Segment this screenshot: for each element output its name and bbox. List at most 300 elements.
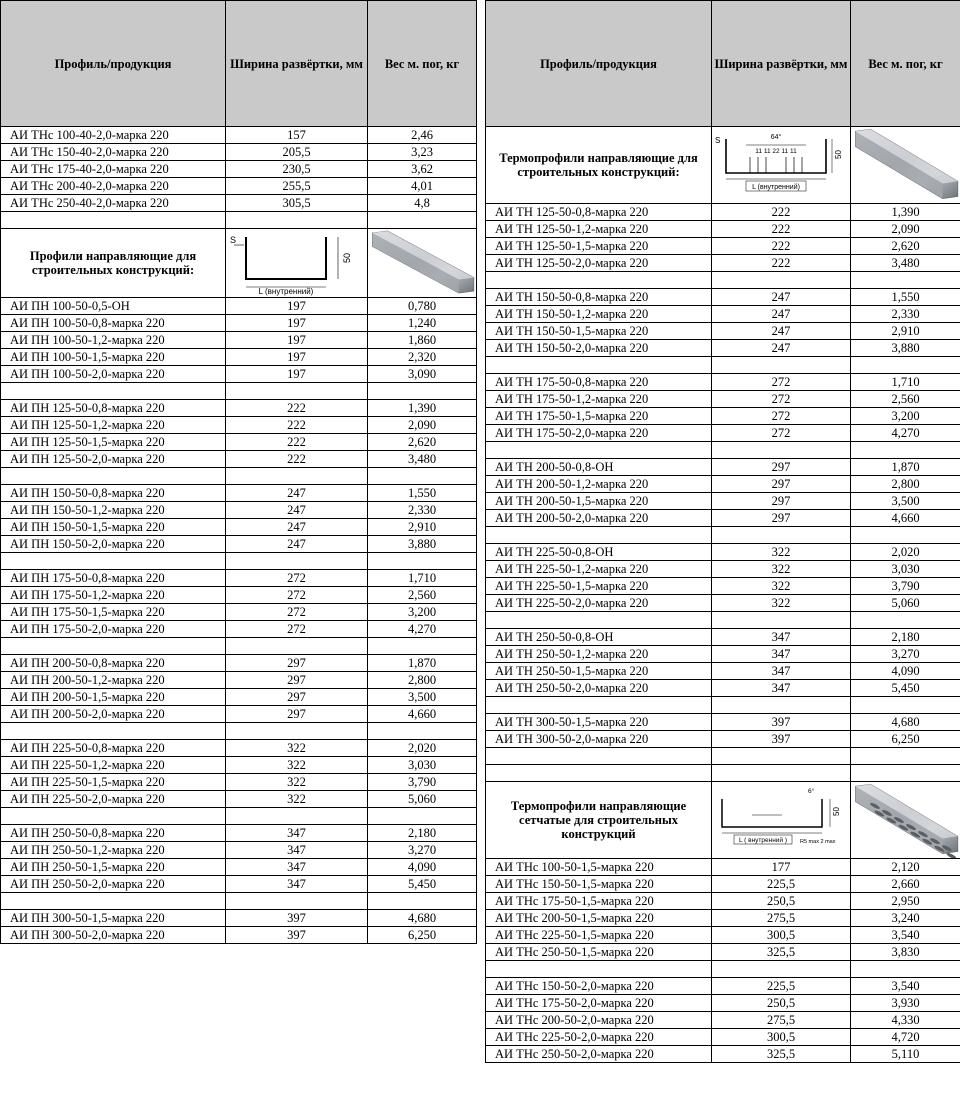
- right-header-row: [486, 1, 960, 127]
- profile-diagram: [712, 127, 851, 204]
- unfold-width: 157: [226, 127, 368, 144]
- empty-cell: [368, 723, 477, 740]
- weight-per-meter: 2,46: [368, 127, 477, 144]
- unfold-width: 247: [712, 289, 851, 306]
- product-name: АИ ТН 150-50-2,0-марка 220: [486, 340, 712, 357]
- table-row: [1, 349, 477, 366]
- unfold-width: 322: [712, 544, 851, 561]
- weight-per-meter: 2,330: [851, 306, 960, 323]
- product-name: АИ ПН 200-50-1,2-марка 220: [1, 672, 226, 689]
- weight-per-meter: 1,390: [368, 400, 477, 417]
- weight-per-meter: 1,860: [368, 332, 477, 349]
- table-row: [1, 570, 477, 587]
- right-table-body: [486, 127, 960, 1063]
- weight-per-meter: 4,680: [368, 910, 477, 927]
- product-name: АИ ТН 175-50-2,0-марка 220: [486, 425, 712, 442]
- unfold-width: 322: [226, 774, 368, 791]
- profile-photo: [368, 229, 477, 298]
- product-name: АИ ТНс 100-50-1,5-марка 220: [486, 859, 712, 876]
- unfold-width: 197: [226, 349, 368, 366]
- table-row: [1, 859, 477, 876]
- empty-cell: [226, 383, 368, 400]
- empty-cell: [851, 272, 960, 289]
- spacer-row: [1, 808, 477, 825]
- product-name: АИ ПН 100-50-2,0-марка 220: [1, 366, 226, 383]
- table-row: [486, 459, 960, 476]
- empty-cell: [1, 638, 226, 655]
- svg-text:L (внутренний): L (внутренний): [258, 287, 314, 296]
- unfold-width: 397: [226, 927, 368, 944]
- table-row: [1, 825, 477, 842]
- unfold-width: 300,5: [712, 927, 851, 944]
- unfold-width: 347: [226, 842, 368, 859]
- weight-per-meter: 4,8: [368, 195, 477, 212]
- table-row: [1, 127, 477, 144]
- empty-cell: [1, 383, 226, 400]
- profile-diagram: [226, 229, 368, 298]
- header-width: Ширина развёртки, мм: [226, 1, 368, 127]
- empty-cell: [486, 612, 712, 629]
- table-row: [1, 502, 477, 519]
- unfold-width: 347: [226, 876, 368, 893]
- unfold-width: 347: [712, 680, 851, 697]
- table-row: [486, 255, 960, 272]
- weight-per-meter: 2,910: [851, 323, 960, 340]
- weight-per-meter: 1,870: [851, 459, 960, 476]
- product-name: АИ ТН 250-50-0,8-ОН: [486, 629, 712, 646]
- weight-per-meter: 4,270: [368, 621, 477, 638]
- svg-text:L ( внутренний ): L ( внутренний ): [738, 837, 788, 844]
- unfold-width: 250,5: [712, 893, 851, 910]
- spacer-row: [486, 697, 960, 714]
- weight-per-meter: 2,800: [368, 672, 477, 689]
- weight-per-meter: 2,090: [851, 221, 960, 238]
- weight-per-meter: 3,880: [368, 536, 477, 553]
- svg-text:11 11 22 11 11: 11 11 22 11 11: [755, 148, 797, 155]
- weight-per-meter: 3,480: [368, 451, 477, 468]
- product-name: АИ ПН 100-50-1,2-марка 220: [1, 332, 226, 349]
- table-row: [486, 595, 960, 612]
- empty-cell: [226, 723, 368, 740]
- weight-per-meter: 3,500: [368, 689, 477, 706]
- product-name: АИ ТНс 250-40-2,0-марка 220: [1, 195, 226, 212]
- weight-per-meter: 2,330: [368, 502, 477, 519]
- unfold-width: 322: [712, 561, 851, 578]
- left-table-body: [1, 127, 477, 944]
- product-name: АИ ТН 125-50-1,5-марка 220: [486, 238, 712, 255]
- table-row: [486, 340, 960, 357]
- svg-text:50: 50: [342, 252, 352, 263]
- empty-cell: [1, 212, 226, 229]
- unfold-width: 197: [226, 315, 368, 332]
- product-name: АИ ТН 200-50-1,2-марка 220: [486, 476, 712, 493]
- left-header-row: [1, 1, 477, 127]
- unfold-width: 347: [226, 825, 368, 842]
- spacer-row: [1, 638, 477, 655]
- spacer-row: [486, 527, 960, 544]
- product-name: АИ ТНс 100-40-2,0-марка 220: [1, 127, 226, 144]
- product-name: АИ ТНс 150-50-1,5-марка 220: [486, 876, 712, 893]
- spacer-row: [486, 442, 960, 459]
- unfold-width: 272: [226, 604, 368, 621]
- unfold-width: 222: [226, 451, 368, 468]
- table-row: [486, 978, 960, 995]
- table-row: [486, 876, 960, 893]
- unfold-width: 347: [712, 646, 851, 663]
- empty-cell: [712, 272, 851, 289]
- table-row: [486, 493, 960, 510]
- empty-cell: [851, 527, 960, 544]
- table-row: [1, 298, 477, 315]
- product-name: АИ ПН 225-50-2,0-марка 220: [1, 791, 226, 808]
- table-row: [486, 944, 960, 961]
- product-name: АИ ПН 225-50-0,8-марка 220: [1, 740, 226, 757]
- profile-diagram: [712, 782, 851, 859]
- product-name: АИ ТН 125-50-2,0-марка 220: [486, 255, 712, 272]
- unfold-width: 297: [712, 459, 851, 476]
- table-row: [486, 1029, 960, 1046]
- unfold-width: 247: [226, 536, 368, 553]
- table-row: [1, 689, 477, 706]
- table-row: [486, 893, 960, 910]
- product-name: АИ ПН 250-50-1,5-марка 220: [1, 859, 226, 876]
- empty-cell: [712, 765, 851, 782]
- product-name: АИ ТН 250-50-1,2-марка 220: [486, 646, 712, 663]
- svg-text:S: S: [230, 235, 237, 245]
- product-name: АИ ПН 100-50-0,8-марка 220: [1, 315, 226, 332]
- unfold-width: 275,5: [712, 1012, 851, 1029]
- table-row: [486, 561, 960, 578]
- table-row: [1, 178, 477, 195]
- product-name: АИ ТН 150-50-1,2-марка 220: [486, 306, 712, 323]
- weight-per-meter: 4,660: [851, 510, 960, 527]
- unfold-width: 222: [226, 434, 368, 451]
- table-row: [486, 859, 960, 876]
- table-row: [486, 289, 960, 306]
- table-row: [1, 434, 477, 451]
- empty-cell: [368, 638, 477, 655]
- weight-per-meter: 1,550: [368, 485, 477, 502]
- product-name: АИ ТН 225-50-1,5-марка 220: [486, 578, 712, 595]
- unfold-width: 247: [712, 340, 851, 357]
- unfold-width: 225,5: [712, 876, 851, 893]
- weight-per-meter: 5,110: [851, 1046, 960, 1063]
- table-row: [486, 910, 960, 927]
- table-row: [486, 408, 960, 425]
- weight-per-meter: 1,390: [851, 204, 960, 221]
- unfold-width: 297: [226, 655, 368, 672]
- table-row: [486, 425, 960, 442]
- weight-per-meter: 2,090: [368, 417, 477, 434]
- weight-per-meter: 2,620: [368, 434, 477, 451]
- table-row: [1, 842, 477, 859]
- product-name: АИ ПН 125-50-2,0-марка 220: [1, 451, 226, 468]
- weight-per-meter: 2,020: [368, 740, 477, 757]
- product-name: АИ ТНс 250-50-1,5-марка 220: [486, 944, 712, 961]
- spacer-row: [1, 553, 477, 570]
- table-row: [486, 995, 960, 1012]
- weight-per-meter: 3,090: [368, 366, 477, 383]
- unfold-width: 247: [226, 519, 368, 536]
- svg-text:R5 max 2 max: R5 max 2 max: [800, 839, 836, 845]
- product-name: АИ ПН 125-50-0,8-марка 220: [1, 400, 226, 417]
- weight-per-meter: 3,030: [368, 757, 477, 774]
- product-name: АИ ТН 200-50-0,8-ОН: [486, 459, 712, 476]
- empty-cell: [226, 212, 368, 229]
- table-row: [1, 740, 477, 757]
- empty-cell: [368, 383, 477, 400]
- product-name: АИ ПН 175-50-0,8-марка 220: [1, 570, 226, 587]
- weight-per-meter: 2,180: [368, 825, 477, 842]
- svg-text:50: 50: [832, 807, 841, 816]
- table-row: [1, 536, 477, 553]
- unfold-width: 272: [226, 570, 368, 587]
- product-name: АИ ТНс 200-50-1,5-марка 220: [486, 910, 712, 927]
- weight-per-meter: 3,930: [851, 995, 960, 1012]
- product-name: АИ ТН 150-50-1,5-марка 220: [486, 323, 712, 340]
- table-row: [486, 323, 960, 340]
- weight-per-meter: 2,660: [851, 876, 960, 893]
- weight-per-meter: 3,500: [851, 493, 960, 510]
- empty-cell: [486, 357, 712, 374]
- product-name: АИ ПН 150-50-1,2-марка 220: [1, 502, 226, 519]
- weight-per-meter: 3,540: [851, 927, 960, 944]
- unfold-width: 397: [712, 731, 851, 748]
- weight-per-meter: 4,330: [851, 1012, 960, 1029]
- table-row: [1, 876, 477, 893]
- product-name: АИ ТН 300-50-1,5-марка 220: [486, 714, 712, 731]
- empty-cell: [1, 808, 226, 825]
- empty-cell: [851, 748, 960, 765]
- empty-cell: [712, 612, 851, 629]
- weight-per-meter: 3,880: [851, 340, 960, 357]
- spacer-row: [486, 961, 960, 978]
- table-row: [486, 391, 960, 408]
- table-row: [1, 332, 477, 349]
- weight-per-meter: 3,200: [368, 604, 477, 621]
- product-name: АИ ПН 175-50-1,2-марка 220: [1, 587, 226, 604]
- table-row: [486, 1012, 960, 1029]
- unfold-width: 177: [712, 859, 851, 876]
- empty-cell: [712, 357, 851, 374]
- unfold-width: 325,5: [712, 1046, 851, 1063]
- weight-per-meter: 2,910: [368, 519, 477, 536]
- empty-cell: [851, 697, 960, 714]
- spacer-row: [486, 765, 960, 782]
- spacer-row: [486, 748, 960, 765]
- product-name: АИ ПН 300-50-2,0-марка 220: [1, 927, 226, 944]
- product-name: АИ ТН 200-50-2,0-марка 220: [486, 510, 712, 527]
- empty-cell: [1, 468, 226, 485]
- product-name: АИ ПН 250-50-0,8-марка 220: [1, 825, 226, 842]
- product-name: АИ ТН 200-50-1,5-марка 220: [486, 493, 712, 510]
- table-row: [1, 791, 477, 808]
- table-row: [1, 366, 477, 383]
- empty-cell: [368, 212, 477, 229]
- table-row: [486, 374, 960, 391]
- table-row: [486, 646, 960, 663]
- table-row: [1, 144, 477, 161]
- weight-per-meter: 1,240: [368, 315, 477, 332]
- weight-per-meter: 1,550: [851, 289, 960, 306]
- section-header-row: [486, 782, 960, 859]
- product-name: АИ ТН 225-50-2,0-марка 220: [486, 595, 712, 612]
- empty-cell: [1, 723, 226, 740]
- spacer-row: [486, 357, 960, 374]
- product-name: АИ ТН 225-50-1,2-марка 220: [486, 561, 712, 578]
- unfold-width: 222: [226, 417, 368, 434]
- unfold-width: 272: [712, 408, 851, 425]
- unfold-width: 322: [226, 740, 368, 757]
- table-row: [486, 578, 960, 595]
- table-row: [1, 604, 477, 621]
- unfold-width: 297: [226, 706, 368, 723]
- unfold-width: 205,5: [226, 144, 368, 161]
- table-row: [1, 485, 477, 502]
- table-row: [486, 204, 960, 221]
- unfold-width: 322: [712, 595, 851, 612]
- unfold-width: 297: [712, 476, 851, 493]
- table-row: [1, 587, 477, 604]
- unfold-width: 222: [712, 255, 851, 272]
- empty-cell: [851, 357, 960, 374]
- unfold-width: 300,5: [712, 1029, 851, 1046]
- empty-cell: [486, 272, 712, 289]
- empty-cell: [486, 765, 712, 782]
- unfold-width: 347: [712, 663, 851, 680]
- weight-per-meter: 3,830: [851, 944, 960, 961]
- unfold-width: 297: [226, 689, 368, 706]
- unfold-width: 297: [712, 493, 851, 510]
- weight-per-meter: 1,710: [851, 374, 960, 391]
- weight-per-meter: 4,270: [851, 425, 960, 442]
- empty-cell: [851, 765, 960, 782]
- product-name: АИ ТН 125-50-1,2-марка 220: [486, 221, 712, 238]
- product-name: АИ ПН 150-50-2,0-марка 220: [1, 536, 226, 553]
- unfold-width: 222: [712, 204, 851, 221]
- product-name: АИ ПН 250-50-1,2-марка 220: [1, 842, 226, 859]
- profile-photo: [851, 782, 960, 859]
- weight-per-meter: 3,200: [851, 408, 960, 425]
- product-name: АИ ТН 150-50-0,8-марка 220: [486, 289, 712, 306]
- product-name: АИ ПН 150-50-0,8-марка 220: [1, 485, 226, 502]
- unfold-width: 247: [226, 485, 368, 502]
- table-row: [486, 663, 960, 680]
- product-name: АИ ПН 225-50-1,5-марка 220: [1, 774, 226, 791]
- product-name: АИ ТНс 200-50-2,0-марка 220: [486, 1012, 712, 1029]
- product-name: АИ ПН 225-50-1,2-марка 220: [1, 757, 226, 774]
- product-name: АИ ТН 125-50-0,8-марка 220: [486, 204, 712, 221]
- product-name: АИ ТН 250-50-2,0-марка 220: [486, 680, 712, 697]
- table-row: [486, 927, 960, 944]
- unfold-width: 197: [226, 332, 368, 349]
- spacer-row: [1, 723, 477, 740]
- product-name: АИ ПН 200-50-1,5-марка 220: [1, 689, 226, 706]
- unfold-width: 297: [226, 672, 368, 689]
- weight-per-meter: 5,060: [368, 791, 477, 808]
- product-name: АИ ТНс 200-40-2,0-марка 220: [1, 178, 226, 195]
- empty-cell: [486, 697, 712, 714]
- table-row: [486, 238, 960, 255]
- spacer-row: [1, 468, 477, 485]
- unfold-width: 247: [226, 502, 368, 519]
- unfold-width: 397: [226, 910, 368, 927]
- weight-per-meter: 2,800: [851, 476, 960, 493]
- product-name: АИ ТН 300-50-2,0-марка 220: [486, 731, 712, 748]
- unfold-width: 322: [226, 757, 368, 774]
- product-name: АИ ТН 175-50-0,8-марка 220: [486, 374, 712, 391]
- product-name: АИ ТНс 150-40-2,0-марка 220: [1, 144, 226, 161]
- section-header-row: [486, 127, 960, 204]
- weight-per-meter: 2,560: [851, 391, 960, 408]
- unfold-width: 222: [712, 221, 851, 238]
- table-row: [1, 774, 477, 791]
- empty-cell: [368, 893, 477, 910]
- product-name: АИ ТН 175-50-1,2-марка 220: [486, 391, 712, 408]
- table-row: [1, 315, 477, 332]
- weight-per-meter: 5,450: [851, 680, 960, 697]
- empty-cell: [226, 468, 368, 485]
- svg-text:50: 50: [834, 150, 843, 159]
- weight-per-meter: 5,060: [851, 595, 960, 612]
- spacer-row: [1, 383, 477, 400]
- table-row: [486, 714, 960, 731]
- weight-per-meter: 2,950: [851, 893, 960, 910]
- product-name: АИ ПН 300-50-1,5-марка 220: [1, 910, 226, 927]
- empty-cell: [712, 697, 851, 714]
- table-row: [486, 629, 960, 646]
- unfold-width: 255,5: [226, 178, 368, 195]
- weight-per-meter: 3,270: [851, 646, 960, 663]
- table-row: [1, 655, 477, 672]
- empty-cell: [712, 748, 851, 765]
- empty-cell: [712, 442, 851, 459]
- unfold-width: 347: [712, 629, 851, 646]
- weight-per-meter: 3,270: [368, 842, 477, 859]
- weight-per-meter: 4,01: [368, 178, 477, 195]
- weight-per-meter: 6,250: [368, 927, 477, 944]
- weight-per-meter: 3,790: [851, 578, 960, 595]
- empty-cell: [851, 612, 960, 629]
- weight-per-meter: 2,620: [851, 238, 960, 255]
- weight-per-meter: 2,020: [851, 544, 960, 561]
- empty-cell: [712, 527, 851, 544]
- weight-per-meter: 3,540: [851, 978, 960, 995]
- table-row: [1, 757, 477, 774]
- svg-text:6°: 6°: [808, 788, 815, 795]
- table-row: [1, 451, 477, 468]
- empty-cell: [486, 442, 712, 459]
- weight-per-meter: 4,680: [851, 714, 960, 731]
- header-product: Профиль/продукция: [486, 1, 712, 127]
- svg-text:64°: 64°: [770, 134, 782, 141]
- profile-photo: [851, 127, 960, 204]
- section-title: Термопрофили направляющие для строительных конструкций:: [486, 127, 712, 204]
- right-price-table: [485, 0, 960, 1063]
- empty-cell: [226, 553, 368, 570]
- unfold-width: 305,5: [226, 195, 368, 212]
- product-name: АИ ПН 150-50-1,5-марка 220: [1, 519, 226, 536]
- product-name: АИ ПН 100-50-0,5-ОН: [1, 298, 226, 315]
- weight-per-meter: 4,090: [368, 859, 477, 876]
- header-product: Профиль/продукция: [1, 1, 226, 127]
- section-title: Профили направляющие для строительных конструкций:: [1, 229, 226, 298]
- table-row: [486, 544, 960, 561]
- weight-per-meter: 3,23: [368, 144, 477, 161]
- weight-per-meter: 4,090: [851, 663, 960, 680]
- empty-cell: [368, 468, 477, 485]
- product-name: АИ ПН 125-50-1,5-марка 220: [1, 434, 226, 451]
